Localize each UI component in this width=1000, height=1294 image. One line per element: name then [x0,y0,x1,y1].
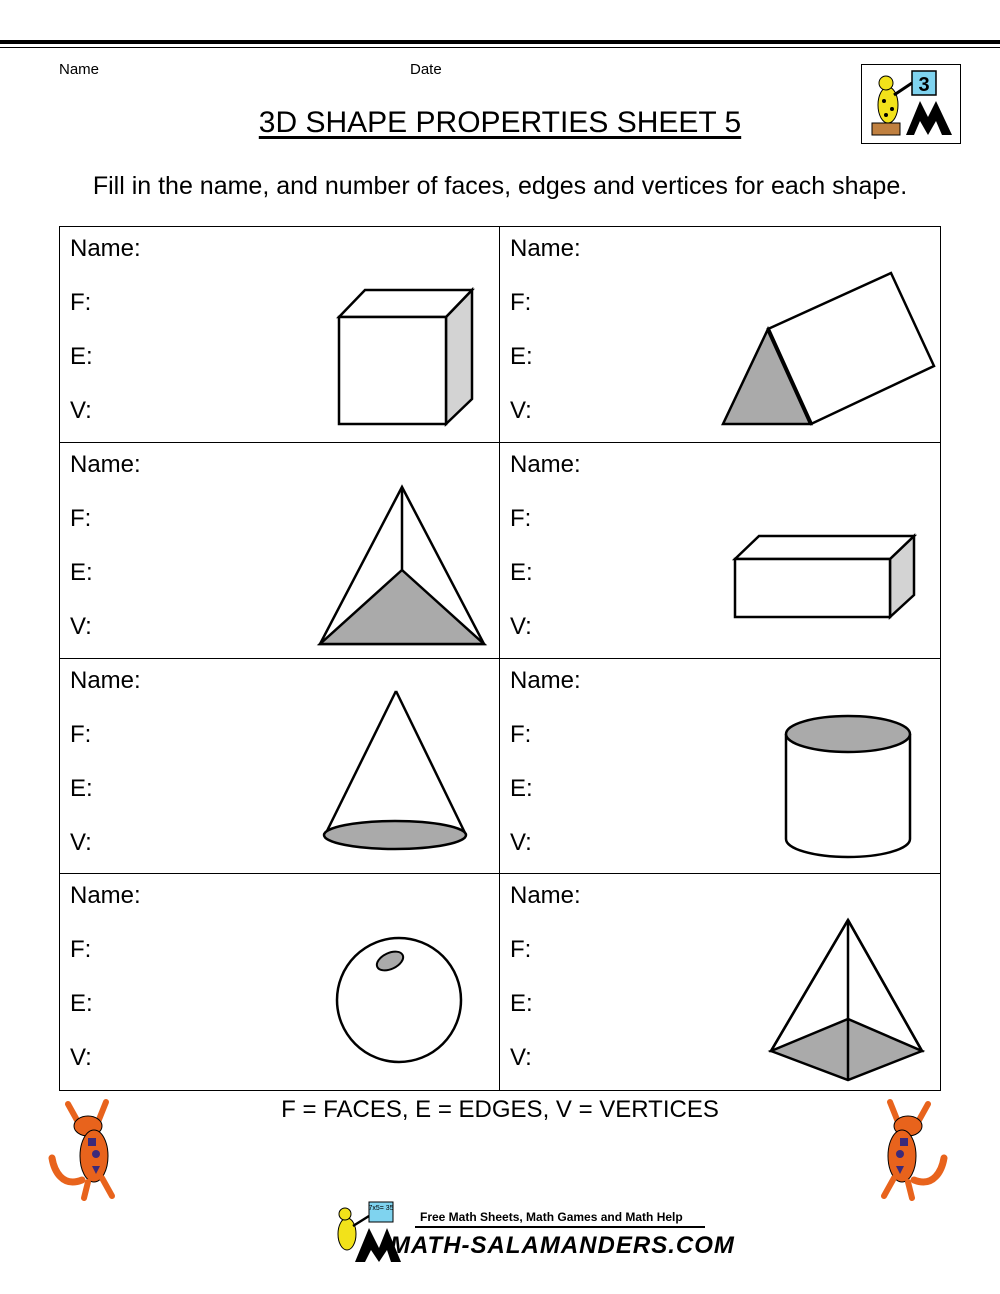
square-pyramid-icon [500,874,940,1090]
vertices-field-label: V: [510,828,532,856]
top-rule-thin [0,47,1000,48]
shape-cell-4 [500,443,940,659]
footer-tagline: Free Math Sheets, Math Games and Math Help [420,1210,683,1224]
worksheet-title: 3D SHAPE PROPERTIES SHEET 5 [258,106,742,139]
name-field-label: Name: [70,235,141,262]
edges-field-label: E: [510,774,533,802]
shapes-grid [59,226,941,1091]
name-label: Name [59,61,100,78]
salamander-left-icon [48,1098,138,1203]
vertices-field-label: V: [510,397,532,424]
edges-field-label: E: [70,774,93,802]
edges-field-label: E: [510,990,533,1018]
name-field-label: Name: [510,882,581,910]
cuboid-icon [500,443,940,659]
name-field-label: Name: [510,666,581,694]
name-field-label: Name: [510,235,581,262]
shape-cell-3 [60,443,500,659]
faces-field-label: F: [510,936,532,964]
triangular-pyramid-icon [60,443,500,659]
faces-field-label: F: [70,720,92,748]
vertices-field-label: V: [510,1044,532,1072]
faces-field-label: F: [70,504,92,532]
triangular-prism-icon [500,227,940,443]
cube-icon [60,227,500,443]
vertices-field-label: V: [70,612,92,640]
shape-cell-6 [500,659,940,875]
legend-text: F = FACES, E = EDGES, V = VERTICES [281,1096,719,1123]
edges-field-label: E: [70,558,93,586]
cone-icon [60,659,500,875]
edges-field-label: E: [510,343,533,370]
faces-field-label: F: [510,504,532,532]
shape-cell-8 [500,874,940,1090]
vertices-field-label: V: [70,397,92,424]
date-label: Date [410,61,442,78]
instructions-text: Fill in the name, and number of faces, edges and vertices for each shape. [92,172,908,200]
footer-site-link[interactable]: MATH-SALAMANDERS.COM [390,1232,735,1259]
faces-field-label: F: [70,936,92,964]
shape-cell-1 [60,227,500,443]
salamander-right-icon [858,1098,948,1203]
name-field-label: Name: [70,882,141,910]
edges-field-label: E: [70,990,93,1018]
shape-cell-5 [60,659,500,875]
vertices-field-label: V: [70,828,92,856]
faces-field-label: F: [510,289,532,316]
shape-cell-2 [500,227,940,443]
footer-badge: 7x5= 35 [368,1205,394,1212]
faces-field-label: F: [510,720,532,748]
top-rule-thick [0,40,1000,44]
vertices-field-label: V: [510,612,532,640]
name-field-label: Name: [70,450,141,478]
name-field-label: Name: [70,666,141,694]
vertices-field-label: V: [70,1044,92,1072]
logo-grade-number: 3 [918,74,930,96]
faces-field-label: F: [70,289,92,316]
cylinder-icon [500,659,940,875]
name-field-label: Name: [510,450,581,478]
sphere-icon [60,874,500,1090]
edges-field-label: E: [510,558,533,586]
edges-field-label: E: [70,343,93,370]
shape-cell-7 [60,874,500,1090]
